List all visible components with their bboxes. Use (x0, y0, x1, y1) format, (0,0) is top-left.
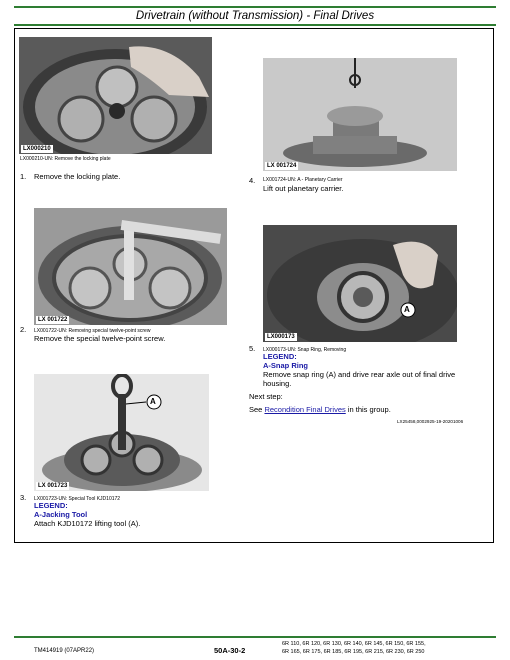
recondition-link[interactable]: Recondition Final Drives (264, 405, 346, 414)
figure-snap-ring-drawing (263, 225, 457, 342)
see-suffix: in this group. (347, 405, 391, 414)
step-text: Remove snap ring (A) and drive rear axle out of final drive housing. (263, 370, 456, 388)
figure-caption: LX000173-UN: Snap Ring, Removing (263, 347, 347, 353)
step-number: 2. (20, 325, 27, 334)
step-number: 5. (249, 344, 256, 353)
step-number: 4. (249, 176, 256, 185)
figure-tag: LX 001723 (38, 483, 68, 489)
legend-item: A-Snap Ring (263, 361, 308, 370)
model-list-line: 6R 110, 6R 120, 6R 130, 6R 140, 6R 145, 6R 150, 6R 155, (282, 641, 426, 647)
document-number: TM414919 (07APR22) (34, 648, 95, 654)
legend-title: LEGEND: (34, 501, 68, 510)
figure-tag: LX 001724 (267, 163, 297, 169)
figure-planetary-carrier-drawing (263, 58, 457, 171)
model-list-line: 6R 165, 6R 175, 6R 185, 6R 195, 6R 215, 6R 230, 6R 250 (282, 649, 425, 655)
callout-label: A (150, 397, 156, 406)
step-text: Remove the special twelve-point screw. (34, 334, 166, 343)
step-1 (20, 172, 120, 181)
figure-caption: LX001723-UN: Special Tool KJD10172 (34, 496, 121, 502)
figure-locking-plate-photo (19, 37, 212, 154)
step-text: Attach KJD10172 lifting tool (A). (34, 519, 141, 528)
figure-twelve-point-screw-drawing (34, 208, 227, 325)
figure-jacking-tool-photo (34, 374, 209, 491)
figure-locking-plate-drawing (19, 37, 212, 154)
step-number: 1. (20, 172, 27, 181)
header-rule-bottom (14, 24, 496, 26)
reference-code: LX25458,0002925-19-20201006 (397, 419, 464, 424)
figure-twelve-point-screw-photo (34, 208, 227, 325)
step-text: Lift out planetary carrier. (263, 184, 344, 193)
figure-planetary-carrier-photo (263, 58, 457, 171)
legend-title: LEGEND: (263, 352, 297, 361)
next-step-line (249, 405, 391, 414)
figure-caption: LX000210-UN: Remove the locking plate (20, 156, 111, 162)
see-text: See (249, 405, 263, 414)
page-title: Drivetrain (without Transmission) - Final Drives (135, 10, 375, 22)
figure-tag: LX000173 (267, 334, 295, 340)
next-step-label: Next step: (249, 392, 283, 401)
callout-label: A (404, 305, 410, 314)
step-text: Remove the locking plate. (34, 172, 121, 181)
figure-tag: LX000210 (23, 146, 51, 152)
header-rule (14, 6, 496, 8)
page-number: 50A-30-2 (214, 646, 246, 655)
figure-tag: LX 001722 (38, 317, 68, 323)
figure-caption: LX001722-UN: Removing special twelve-point screw (34, 328, 151, 334)
footer-rule (14, 636, 496, 638)
figure-snap-ring-photo (263, 225, 457, 342)
step-number: 3. (20, 493, 27, 502)
legend-item: A-Jacking Tool (34, 510, 88, 519)
figure-caption: LX001724-UN: A - Planetary Carrier (263, 177, 343, 183)
model-list (282, 640, 426, 656)
figure-jacking-tool-drawing (34, 374, 209, 491)
